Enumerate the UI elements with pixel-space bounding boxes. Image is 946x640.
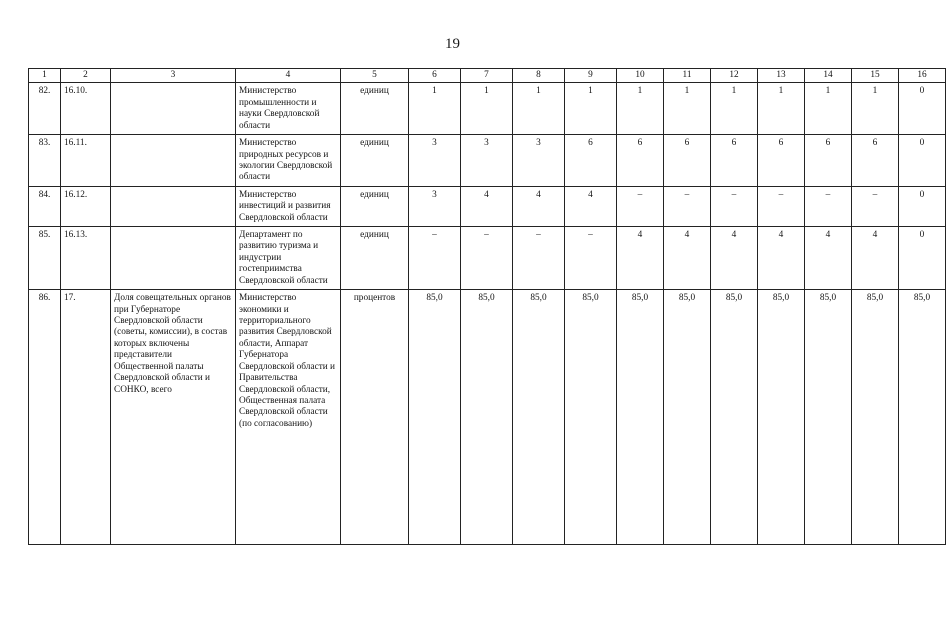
table-row <box>29 186 946 226</box>
row-indicator-name <box>111 186 236 226</box>
column-number: 8 <box>513 69 565 83</box>
column-number: 9 <box>565 69 617 83</box>
row-value: 1 <box>664 83 711 135</box>
row-value: 4 <box>711 227 758 290</box>
row-value: 85,0 <box>565 290 617 545</box>
column-number: 11 <box>664 69 711 83</box>
row-number: 82. <box>29 83 61 135</box>
row-indicator-name <box>111 83 236 135</box>
row-value: 85,0 <box>664 290 711 545</box>
column-number: 15 <box>852 69 899 83</box>
row-value: 85,0 <box>461 290 513 545</box>
row-value: 85,0 <box>617 290 664 545</box>
row-responsible-org: Министерство экономики и территориального развития Свердловской области, Аппарат Губернатора Свердловской области и Правительства Свердловской области, Общественная палата Свердловской области (по согласованию) <box>236 290 341 545</box>
row-value: 4 <box>565 186 617 226</box>
row-responsible-org: Министерство природных ресурсов и экологии Свердловской области <box>236 135 341 187</box>
row-unit: единиц <box>341 83 409 135</box>
column-number: 7 <box>461 69 513 83</box>
row-value: – <box>513 227 565 290</box>
row-value: 85,0 <box>758 290 805 545</box>
row-code: 16.11. <box>61 135 111 187</box>
row-number: 85. <box>29 227 61 290</box>
row-number: 83. <box>29 135 61 187</box>
row-value: 1 <box>565 83 617 135</box>
row-value: 1 <box>852 83 899 135</box>
column-number: 16 <box>899 69 946 83</box>
column-number: 2 <box>61 69 111 83</box>
row-value: 85,0 <box>805 290 852 545</box>
row-value: 85,0 <box>899 290 946 545</box>
table-row <box>29 83 946 135</box>
row-value: 85,0 <box>852 290 899 545</box>
row-code: 16.12. <box>61 186 111 226</box>
row-indicator-name: Доля совещательных органов при Губернаторе Свердловской области (советы, комиссии), в состав которых включены представители Общественной палаты Свердловской области и СОНКО, всего <box>111 290 236 545</box>
row-value: 1 <box>758 83 805 135</box>
row-value: 6 <box>805 135 852 187</box>
column-number: 3 <box>111 69 236 83</box>
row-value: 1 <box>461 83 513 135</box>
row-indicator-name <box>111 227 236 290</box>
row-value: 4 <box>852 227 899 290</box>
row-value: 4 <box>758 227 805 290</box>
row-code: 16.10. <box>61 83 111 135</box>
row-indicator-name <box>111 135 236 187</box>
column-number: 13 <box>758 69 805 83</box>
row-value: 3 <box>409 135 461 187</box>
row-value: 3 <box>461 135 513 187</box>
row-value: 6 <box>664 135 711 187</box>
row-value: 4 <box>664 227 711 290</box>
row-number: 86. <box>29 290 61 545</box>
row-responsible-org: Департамент по развитию туризма и индустрии гостеприимства Свердловской области <box>236 227 341 290</box>
row-value: 85,0 <box>711 290 758 545</box>
row-code: 16.13. <box>61 227 111 290</box>
row-value: 4 <box>805 227 852 290</box>
row-value: 1 <box>617 83 664 135</box>
row-value: – <box>805 186 852 226</box>
table-row <box>29 135 946 187</box>
row-unit: единиц <box>341 186 409 226</box>
column-number: 5 <box>341 69 409 83</box>
row-value: 1 <box>409 83 461 135</box>
row-value: 3 <box>409 186 461 226</box>
row-unit: единиц <box>341 135 409 187</box>
data-table <box>28 68 946 545</box>
row-value: 3 <box>513 135 565 187</box>
row-value: – <box>617 186 664 226</box>
row-value: – <box>852 186 899 226</box>
row-number: 84. <box>29 186 61 226</box>
row-value: 0 <box>899 135 946 187</box>
row-value: – <box>711 186 758 226</box>
column-number: 4 <box>236 69 341 83</box>
row-responsible-org: Министерство инвестиций и развития Свердловской области <box>236 186 341 226</box>
row-value: 0 <box>899 83 946 135</box>
row-responsible-org: Министерство промышленности и науки Свердловской области <box>236 83 341 135</box>
row-value: 4 <box>513 186 565 226</box>
row-value: 0 <box>899 227 946 290</box>
row-value: 1 <box>513 83 565 135</box>
page-number: 19 <box>445 36 460 52</box>
row-value: – <box>461 227 513 290</box>
row-value: 1 <box>711 83 758 135</box>
row-value: – <box>565 227 617 290</box>
row-value: 85,0 <box>513 290 565 545</box>
row-value: 6 <box>565 135 617 187</box>
row-value: 85,0 <box>409 290 461 545</box>
row-value: 4 <box>617 227 664 290</box>
column-number: 12 <box>711 69 758 83</box>
column-number: 10 <box>617 69 664 83</box>
row-value: 6 <box>758 135 805 187</box>
row-value: 6 <box>711 135 758 187</box>
row-value: – <box>664 186 711 226</box>
table-row <box>29 290 946 545</box>
row-value: 0 <box>899 186 946 226</box>
row-unit: процентов <box>341 290 409 545</box>
row-value: – <box>758 186 805 226</box>
column-number-row <box>29 69 946 83</box>
row-value: – <box>409 227 461 290</box>
column-number: 14 <box>805 69 852 83</box>
row-value: 6 <box>852 135 899 187</box>
row-value: 6 <box>617 135 664 187</box>
table-row <box>29 227 946 290</box>
row-unit: единиц <box>341 227 409 290</box>
row-value: 1 <box>805 83 852 135</box>
column-number: 6 <box>409 69 461 83</box>
row-value: 4 <box>461 186 513 226</box>
column-number: 1 <box>29 69 61 83</box>
row-code: 17. <box>61 290 111 545</box>
